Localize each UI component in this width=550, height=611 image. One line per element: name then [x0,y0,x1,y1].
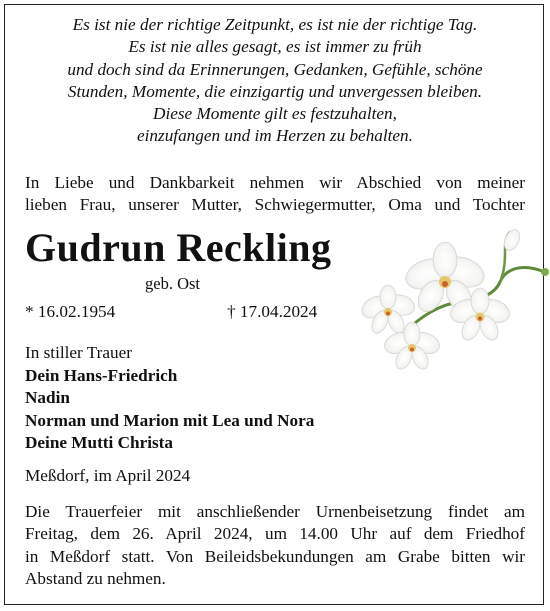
poem-line: Diese Momente gilt es festzuhalten, [153,104,397,124]
poem-line: Es ist nie alles gesagt, es ist immer zu früh [128,37,422,57]
funeral-line: Abstand zu nehmen. [25,568,166,588]
funeral-line: in Meßdorf statt. Von Beileidsbekundungen am Grabe bitten wir [25,546,525,566]
birth-date: * 16.02.1954 [25,302,116,321]
funeral-info [25,501,525,590]
death-date: † 17.04.2024 [227,302,318,321]
birth-name: geb. Ost [145,274,200,293]
deceased-name: Gudrun Reckling [25,225,332,270]
poem-line: und doch sind da Erinnerungen, Gedanken, Gefühle, schöne [67,59,483,79]
funeral-line: Freitag, dem 26. April 2024, um 14.00 Uhr auf dem Friedhof [25,524,525,544]
poem-line: Stunden, Momente, die einzigartig und unvergessen bleiben. [67,81,483,101]
farewell-intro [25,172,525,216]
mourner-name: Dein Hans-Friedrich [25,365,178,385]
place-date: Meßdorf, im April 2024 [25,466,191,485]
intro-line: lieben Frau, unserer Mutter, Schwiegermutter, Oma und Tochter [25,195,525,214]
poem [0,14,550,148]
mourners-block [25,342,314,455]
mourner-name: Nadin [25,388,70,407]
poem-line: einzufangen und im Herzen zu behalten. [137,126,413,146]
intro-line: In Liebe und Dankbarkeit nehmen wir Abschied von meiner [25,173,525,192]
mourner-name: Deine Mutti Christa [25,433,173,452]
funeral-line: Die Trauerfeier mit anschließender Urnenbeisetzung findet am [25,502,525,521]
mourners-intro: In stiller Trauer [25,343,132,362]
poem-line: Es ist nie der richtige Zeitpunkt, es ist nie der richtige Tag. [72,15,478,34]
mourner-name: Norman und Marion mit Lea und Nora [25,410,315,430]
orchid-image [360,222,550,382]
